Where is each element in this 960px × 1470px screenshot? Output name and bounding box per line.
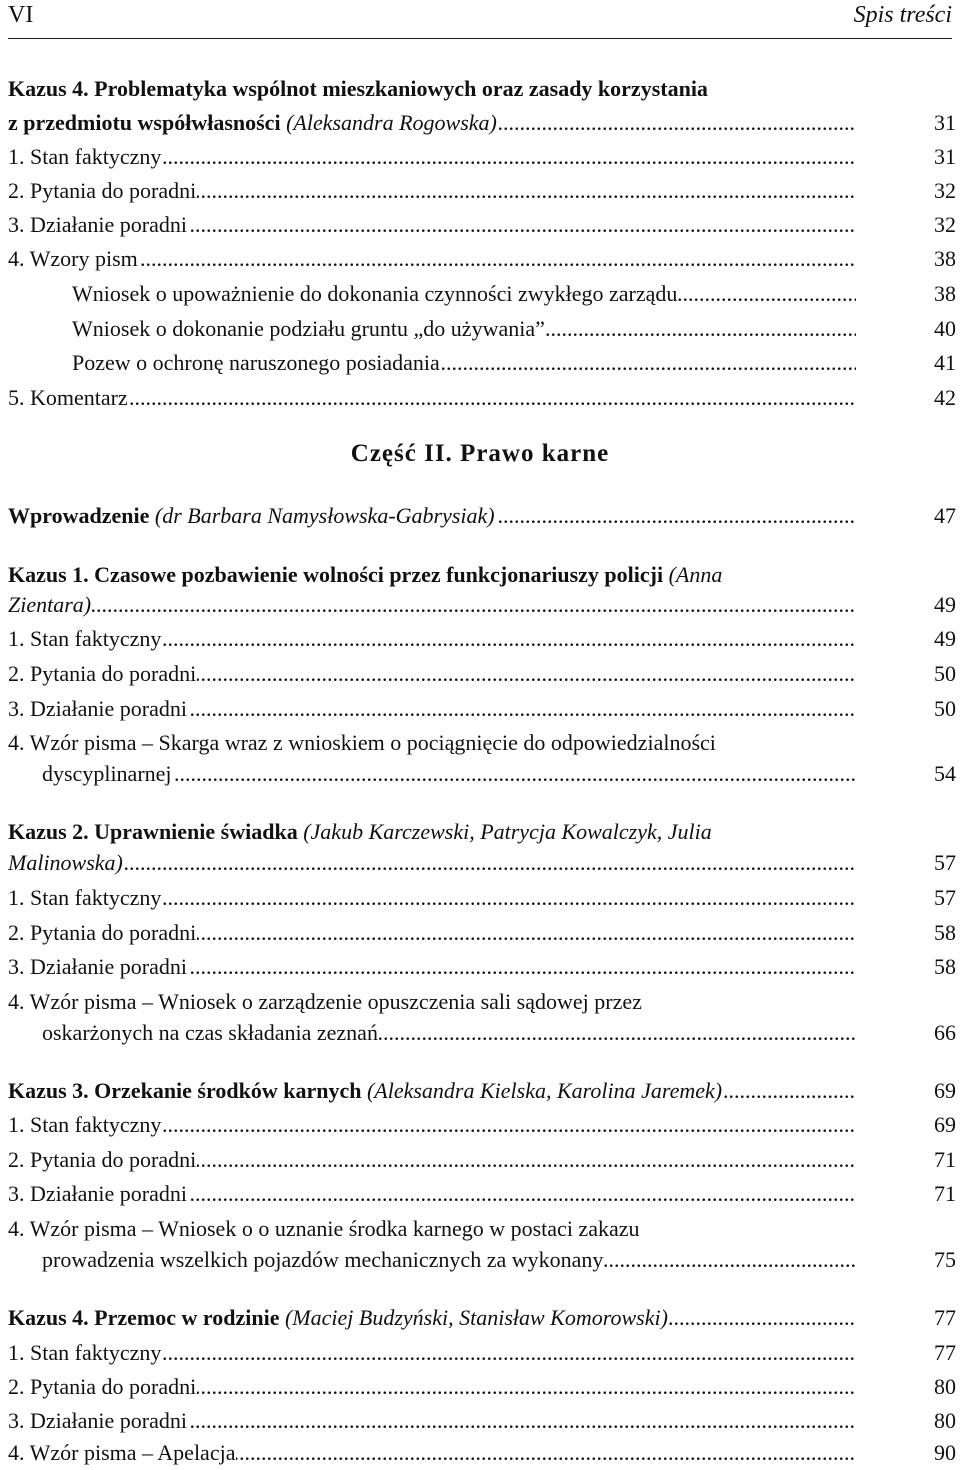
toc-entry: Wprowadzenie (dr Barbara Namysłowska-Gabrysiak) 47 bbox=[8, 499, 956, 533]
page-ref: 57 bbox=[934, 885, 956, 910]
toc-entry: 1. Stan faktyczny 31 bbox=[8, 140, 956, 174]
page-ref: 80 bbox=[934, 1374, 956, 1399]
toc-subentry: Wniosek o dokonanie podziału gruntu „do używania” 40 bbox=[8, 312, 956, 346]
page-ref: 50 bbox=[934, 696, 956, 721]
toc-subentry: Wniosek o upoważnienie do dokonania czynności zwykłego zarządu 38 bbox=[8, 277, 956, 311]
page-ref: 50 bbox=[934, 661, 956, 686]
page-ref: 66 bbox=[934, 1020, 956, 1045]
toc-entry: 2. Pytania do poradni 32 bbox=[8, 174, 956, 208]
toc-entry: 2. Pytania do poradni 71 bbox=[8, 1143, 956, 1177]
toc-entry: oskarżonych na czas składania zeznań 66 bbox=[8, 1016, 956, 1050]
toc-entry: 3. Działanie poradni 80 bbox=[8, 1404, 956, 1438]
page-ref: 71 bbox=[934, 1181, 956, 1206]
toc-entry: 3. Działanie poradni 50 bbox=[8, 692, 956, 726]
page-ref: 77 bbox=[934, 1340, 956, 1365]
page-ref: 38 bbox=[934, 281, 956, 306]
page-ref: 42 bbox=[934, 385, 956, 410]
toc-entry-title: 4. Wzór pisma – Wniosek o zarządzenie opuszczenia sali sądowej przez bbox=[8, 989, 642, 1014]
page-number-roman: VI bbox=[8, 2, 34, 28]
page-ref: 90 bbox=[934, 1440, 956, 1465]
toc-entry: Malinowska) 57 bbox=[8, 846, 956, 880]
page-ref: 49 bbox=[934, 592, 956, 617]
toc-entry: prowadzenia wszelkich pojazdów mechanicznych za wykonany 75 bbox=[8, 1243, 956, 1277]
toc-entry-title: 4. Wzór pisma – Skarga wraz z wnioskiem o pociągnięcie do odpowiedzialności bbox=[8, 730, 716, 755]
page-ref: 75 bbox=[934, 1247, 956, 1272]
part-title: Część II. Prawo karne bbox=[350, 440, 610, 467]
toc-entry: 3. Działanie poradni 58 bbox=[8, 950, 956, 984]
header-rule bbox=[8, 38, 952, 39]
toc-entry: 2. Pytania do poradni 58 bbox=[8, 916, 956, 950]
toc-entry: 1. Stan faktyczny 49 bbox=[8, 622, 956, 656]
page-ref: 31 bbox=[934, 110, 956, 135]
running-header-title: Spis treści bbox=[853, 2, 952, 28]
page-ref: 54 bbox=[934, 761, 956, 786]
page-ref: 40 bbox=[934, 316, 956, 341]
toc-entry: 4. Wzór pisma – Apelacja 90 bbox=[8, 1436, 956, 1470]
toc-entry: 3. Działanie poradni 32 bbox=[8, 208, 956, 242]
page-ref: 69 bbox=[934, 1078, 956, 1103]
toc-entry: 2. Pytania do poradni 50 bbox=[8, 657, 956, 691]
page-ref: 38 bbox=[934, 246, 956, 271]
toc-entry: Kazus 4. Przemoc w rodzinie (Maciej Budzyński, Stanisław Komorowski) 77 bbox=[8, 1301, 956, 1335]
toc-entry-title: Kazus 2. Uprawnienie świadka (Jakub Karczewski, Patrycja Kowalczyk, Julia bbox=[8, 819, 712, 844]
toc-entry: Zientara) 49 bbox=[8, 588, 956, 622]
page-ref: 80 bbox=[934, 1408, 956, 1433]
toc-entry: 2. Pytania do poradni 80 bbox=[8, 1370, 956, 1404]
page-ref: 32 bbox=[934, 212, 956, 237]
toc-entry: dyscyplinarnej 54 bbox=[8, 757, 956, 791]
toc-entry: 1. Stan faktyczny 57 bbox=[8, 881, 956, 915]
page-ref: 32 bbox=[934, 178, 956, 203]
toc-entry: z przedmiotu współwłasności (Aleksandra Rogowska) 31 bbox=[8, 106, 956, 140]
toc-entry: 5. Komentarz 42 bbox=[8, 381, 956, 415]
toc-entry: 1. Stan faktyczny 77 bbox=[8, 1336, 956, 1370]
page-header bbox=[8, 0, 952, 40]
toc-entry: 3. Działanie poradni 71 bbox=[8, 1177, 956, 1211]
page-ref: 77 bbox=[934, 1305, 956, 1330]
page-ref: 58 bbox=[934, 954, 956, 979]
toc-entry-title: Kazus 4. Problematyka wspólnot mieszkaniowych oraz zasady korzystania bbox=[8, 76, 708, 101]
toc-entry: 1. Stan faktyczny 69 bbox=[8, 1108, 956, 1142]
toc-entry-title: Kazus 1. Czasowe pozbawienie wolności przez funkcjonariuszy policji (Anna bbox=[8, 562, 723, 587]
page-ref: 69 bbox=[934, 1112, 956, 1137]
toc-entry-title: 4. Wzór pisma – Wniosek o o uznanie środka karnego w postaci zakazu bbox=[8, 1216, 640, 1241]
page-ref: 71 bbox=[934, 1147, 956, 1172]
page-ref: 47 bbox=[934, 503, 956, 528]
page-ref: 41 bbox=[934, 350, 956, 375]
toc-entry: 4. Wzory pism 38 bbox=[8, 242, 956, 276]
page-ref: 49 bbox=[934, 626, 956, 651]
page-ref: 57 bbox=[934, 850, 956, 875]
toc-entry: Kazus 3. Orzekanie środków karnych (Aleksandra Kielska, Karolina Jaremek) 69 bbox=[8, 1074, 956, 1108]
page-ref: 31 bbox=[934, 144, 956, 169]
page-ref: 58 bbox=[934, 920, 956, 945]
toc-subentry: Pozew o ochronę naruszonego posiadania 41 bbox=[8, 346, 956, 380]
